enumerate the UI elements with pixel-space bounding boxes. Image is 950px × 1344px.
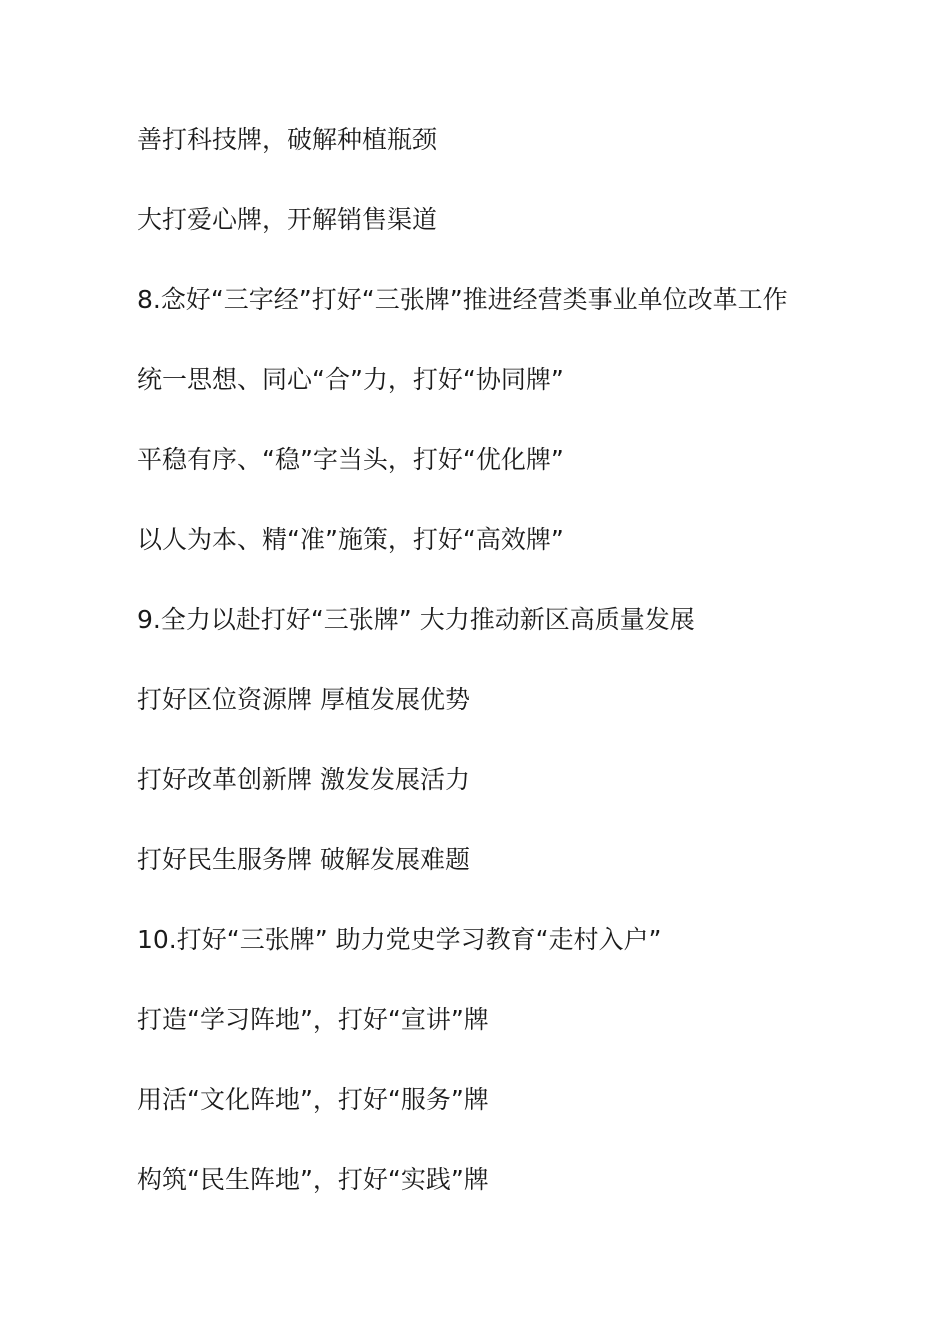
text-line: 构筑“民生阵地”，打好“实践”牌 — [137, 1165, 489, 1194]
text-line: 打好区位资源牌 厚植发展优势 — [137, 685, 470, 714]
text-line: 善打科技牌，破解种植瓶颈 — [137, 125, 438, 154]
text-line: 统一思想、同心“合”力，打好“协同牌” — [137, 365, 564, 394]
section-heading: 9.全力以赴打好“三张牌” 大力推动新区高质量发展 — [137, 605, 695, 634]
text-line: 大打爱心牌，开解销售渠道 — [137, 205, 438, 234]
text-line: 打好改革创新牌 激发发展活力 — [137, 765, 470, 794]
text-line: 平稳有序、“稳”字当头，打好“优化牌” — [137, 445, 564, 474]
text-line: 打造“学习阵地”，打好“宣讲”牌 — [137, 1005, 489, 1034]
text-line: 打好民生服务牌 破解发展难题 — [137, 845, 470, 874]
section-heading: 10.打好“三张牌” 助力党史学习教育“走村入户” — [137, 925, 662, 954]
text-line: 用活“文化阵地”，打好“服务”牌 — [137, 1085, 489, 1114]
text-line: 以人为本、精“准”施策，打好“高效牌” — [137, 525, 564, 554]
section-heading: 8.念好“三字经”打好“三张牌”推进经营类事业单位改革工作 — [137, 285, 788, 314]
